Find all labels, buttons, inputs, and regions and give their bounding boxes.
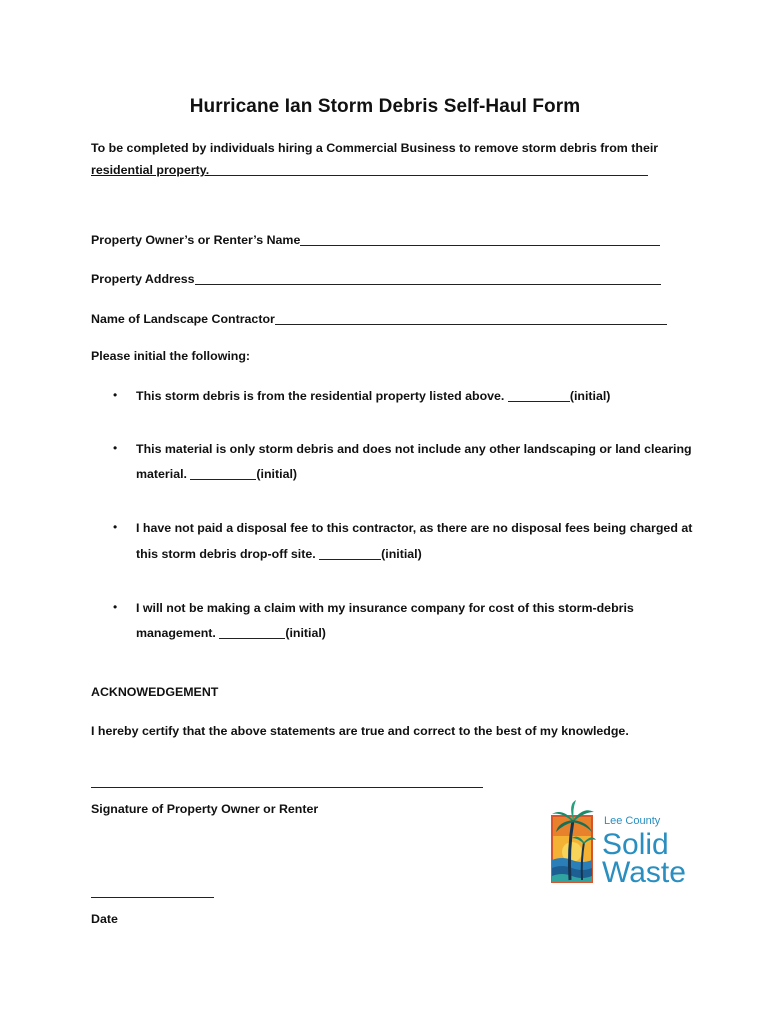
initial-label-3: (initial) <box>381 547 422 561</box>
statement-4-line-2 <box>136 626 326 640</box>
bullet-icon: • <box>113 441 118 455</box>
statement-2-line-1: This material is only storm debris and does not include any other landscaping or land clearing <box>136 442 692 456</box>
contractor-label: Name of Landscape Contractor <box>91 312 275 326</box>
form-title: Hurricane Ian Storm Debris Self-Haul Form <box>189 96 581 117</box>
address-label: Property Address <box>91 272 195 286</box>
statement-2-text: material. <box>136 467 187 481</box>
date-line[interactable] <box>91 897 214 898</box>
bullet-icon: • <box>113 600 118 614</box>
initial-label-4: (initial) <box>285 626 326 640</box>
contractor-row <box>91 312 667 326</box>
address-row <box>91 272 661 286</box>
statement-2-line-2 <box>136 467 297 481</box>
intro-line-1: To be completed by individuals hiring a Commercial Business to remove storm debris from their <box>91 141 659 155</box>
acknowledgement-heading: ACKNOWEDGEMENT <box>91 685 219 699</box>
statement-1 <box>136 389 610 403</box>
bullet-icon: • <box>113 520 118 534</box>
intro-underline <box>209 163 648 176</box>
signature-line[interactable] <box>91 787 483 788</box>
intro-line-2-text: residential property. <box>91 163 210 177</box>
initial-field-2[interactable] <box>190 467 256 480</box>
statement-3-line-1: I have not paid a disposal fee to this contractor, as there are no disposal fees being charged at <box>136 521 693 535</box>
initial-field-3[interactable] <box>319 547 381 560</box>
certify-statement: I hereby certify that the above statements are true and correct to the best of my knowledge. <box>91 724 629 738</box>
statement-3-text: this storm debris drop-off site. <box>136 547 316 561</box>
signature-label: Signature of Property Owner or Renter <box>91 802 319 816</box>
owner-name-row <box>91 233 660 247</box>
initial-field-1[interactable] <box>508 389 570 402</box>
logo-line-2: Solid <box>602 828 669 861</box>
statement-4-line-1: I will not be making a claim with my insurance company for cost of this storm-debris <box>136 601 634 615</box>
intro-line-2 <box>91 163 648 177</box>
initial-label-2: (initial) <box>256 467 298 481</box>
initial-label-1: (initial) <box>569 389 611 403</box>
contractor-field[interactable] <box>275 312 667 325</box>
bullet-icon: • <box>113 388 118 402</box>
statement-1-text: This storm debris is from the residential property listed above. <box>136 389 505 403</box>
logo-line-1: Lee County <box>604 815 661 827</box>
initial-field-4[interactable] <box>219 626 285 639</box>
logo-line-3: Waste <box>602 856 686 889</box>
palm-tree-sunset-icon <box>552 800 596 882</box>
initial-prompt: Please initial the following: <box>91 349 251 363</box>
date-label: Date <box>91 912 118 926</box>
lee-county-solid-waste-logo <box>548 800 698 890</box>
owner-name-label: Property Owner’s or Renter’s Name <box>91 233 301 247</box>
address-field[interactable] <box>195 272 661 285</box>
statement-3-line-2 <box>136 547 422 561</box>
statement-4-text: management. <box>136 626 216 640</box>
owner-name-field[interactable] <box>300 233 660 246</box>
